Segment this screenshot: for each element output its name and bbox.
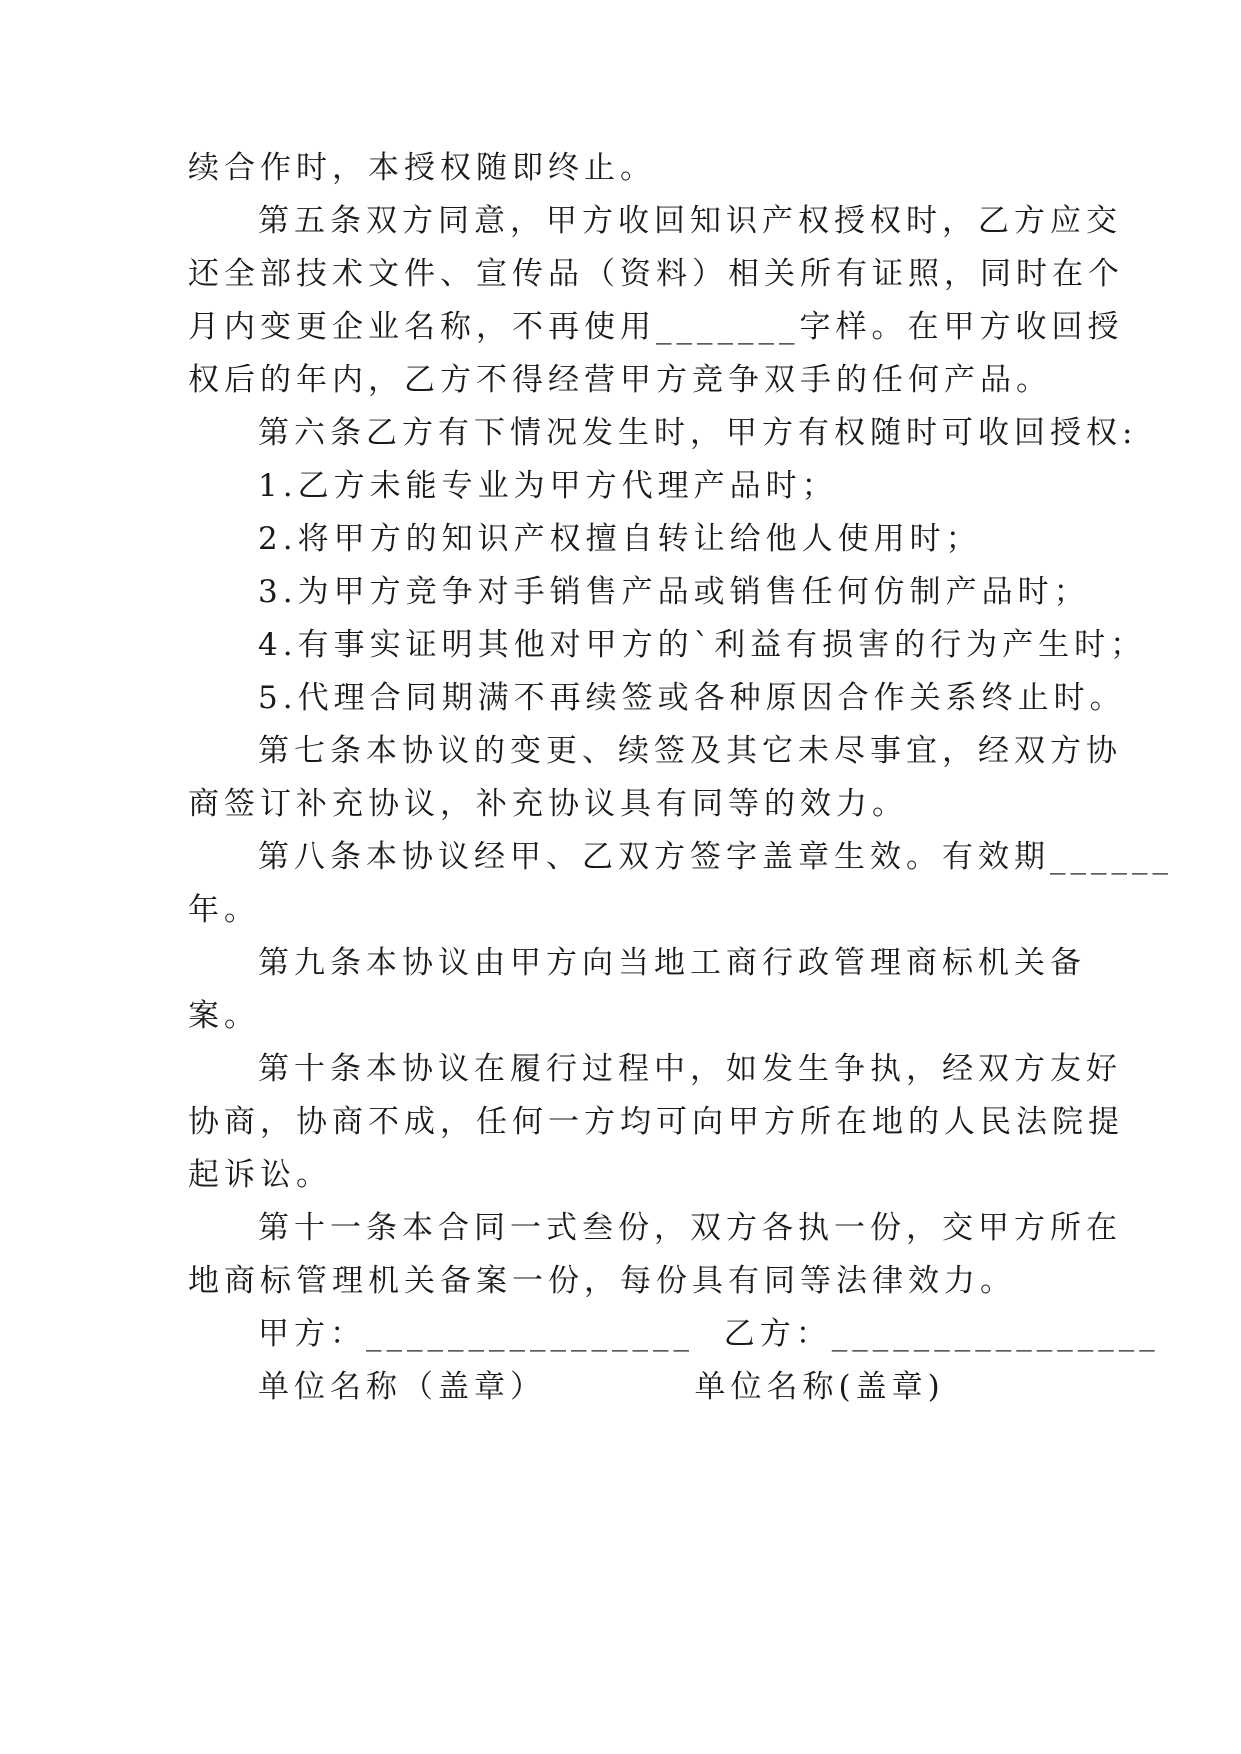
- text-line: 第八条本协议经甲、乙双方签字盖章生效。有效期______: [258, 839, 1173, 875]
- text-line: 还全部技术文件、宣传品（资料）相关所有证照，同时在个: [188, 256, 1124, 292]
- text-line: 第九条本协议由甲方向当地工商行政管理商标机关备: [258, 945, 1086, 981]
- text-line: 第七条本协议的变更、续签及其它未尽事宜，经双方协: [258, 733, 1122, 769]
- text-line: 案。: [188, 998, 260, 1034]
- text-line: 月内变更企业名称，不再使用_______字样。在甲方收回授: [188, 309, 1124, 345]
- text-line: 起诉讼。: [188, 1157, 332, 1193]
- text-line: 第十一条本合同一式叁份，双方各执一份，交甲方所在: [258, 1210, 1122, 1246]
- seal-label-line: 单位名称（盖章） 单位名称(盖章): [258, 1369, 945, 1405]
- text-line: 第十条本协议在履行过程中，如发生争执，经双方友好: [258, 1051, 1122, 1087]
- text-line: 商签订补充协议，补充协议具有同等的效力。: [188, 786, 908, 822]
- list-item: 2.将甲方的知识产权擅自转让给他人使用时；: [258, 521, 982, 557]
- signature-parties-line: 甲方：________________ 乙方：________________: [258, 1316, 1160, 1352]
- text-line: 地商标管理机关备案一份，每份具有同等法律效力。: [188, 1263, 1016, 1299]
- text-line: 年。: [188, 892, 260, 928]
- text-line: 协商，协商不成，任何一方均可向甲方所在地的人民法院提: [188, 1104, 1124, 1140]
- list-item: 4.有事实证明其他对甲方的`利益有损害的行为产生时；: [258, 627, 1147, 663]
- list-item: 3.为甲方竞争对手销售产品或销售任何仿制产品时；: [258, 574, 1090, 610]
- list-item: 5.代理合同期满不再续签或各种原因合作关系终止时。: [258, 680, 1126, 716]
- text-line: 第六条乙方有下情况发生时，甲方有权随时可收回授权:: [258, 415, 1138, 451]
- text-line: 续合作时，本授权随即终止。: [188, 150, 656, 186]
- list-item: 1.乙方未能专业为甲方代理产品时；: [258, 468, 838, 504]
- text-line: 第五条双方同意，甲方收回知识产权授权时，乙方应交: [258, 203, 1122, 239]
- text-line: 权后的年内，乙方不得经营甲方竞争双手的任何产品。: [188, 362, 1052, 398]
